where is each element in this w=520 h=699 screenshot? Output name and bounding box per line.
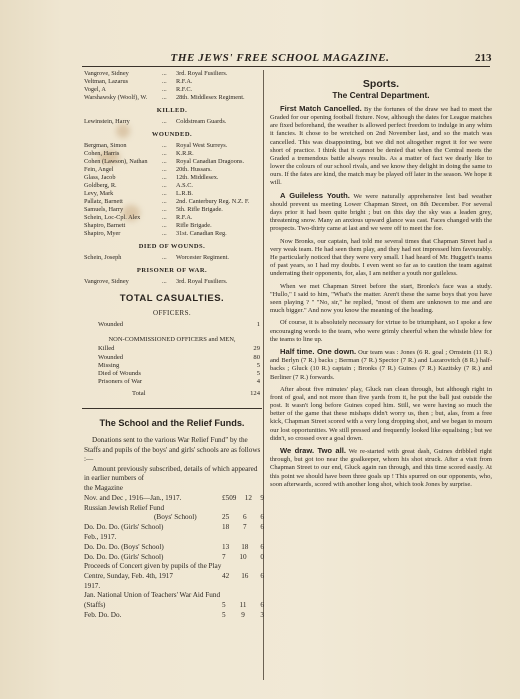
paragraph-text: When we met Chapman Street before the start, Bronks's face was a study. "Hullo," I said to him, "What's the matter. Aren't these the same boys that you have seen playing ? " "No, sir," he replied, "most of them are unknown to me and are much bigger." And now you know the meaning of the heading.	[270, 282, 492, 314]
list-item	[84, 174, 260, 182]
fund-amount: 10	[239, 552, 247, 561]
soldier-name: Cohen (Lawson), Nathan	[84, 158, 148, 165]
soldier-unit: Royal Canadian Dragoons.	[176, 158, 245, 165]
soldier-unit: 5th. Rifle Brigade.	[176, 206, 223, 213]
soldier-name: Fein, Angel	[84, 166, 114, 173]
leader-dots: ...	[162, 118, 167, 125]
total-casualties-heading: TOTAL CASUALTIES.	[119, 293, 225, 304]
casualty-list	[84, 70, 260, 398]
soldier-name: Goldberg, R.	[84, 182, 117, 189]
leader-dots: ...	[162, 86, 167, 93]
leader-dots: ...	[162, 142, 167, 149]
fund-label: Feb., 1917.	[84, 532, 117, 541]
list-item	[84, 70, 260, 78]
list-item	[84, 190, 260, 198]
paragraph-text: By the fortunes of the draw we had to meet the Graded for our opening football fixture. Now, although the dates for League matches are fixed beforehand, the weather is allowed perfect freedom to indulge in any whim it fancies. It chose to be wretched on 2nd November last, and so the match was cancelled. This was disappointing, but we did not altogether regret it for we were short of practice. I think that it cannot be denied that when the Central meets the Graded a tremendous battle always results. As a matter of fact we dearly like to lower the colours of our school rivals, and we know they delight in doing the same to ours. If the fates are kind, the match may be played off later in the season. We hope it will.	[270, 106, 492, 187]
fund-label: Do. Do. Do. (Girls' School)	[84, 552, 164, 561]
list-item	[84, 158, 260, 166]
feb-value: 5 9 3	[222, 610, 264, 619]
fund-amount: 7	[243, 523, 247, 532]
fund-amount: 6	[243, 513, 247, 522]
paragraph-lead: First Match Cancelled.	[280, 104, 362, 114]
funds-intro: Donations sent to the various War Relief Fund" by the Staffs and pupils of the boys' and girls' schools are as follows :—	[84, 436, 261, 464]
list-item	[84, 214, 260, 222]
casualty-row	[84, 378, 260, 386]
soldier-name: Levy, Mark	[84, 190, 114, 197]
fund-amount: 6	[260, 523, 264, 532]
killed-list	[84, 118, 260, 126]
fund-label: Do. Do. Do. (Boys' School)	[84, 542, 164, 551]
soldier-name: Schein, Joseph	[84, 254, 122, 261]
period-row	[84, 494, 264, 504]
nut-value: 5 11 6	[222, 600, 264, 609]
nut-row	[84, 591, 264, 610]
casualty-row	[84, 345, 260, 353]
killed-heading: KILLED.	[156, 107, 188, 114]
paragraph-text: Now Bronks, our captain, had told me several times that Chapman Street had a very weak team. He had seen them play, and they had not impressed him favourably. He particularly noticed that they were very small. I had heard of Mr. Huggett's teams of past years, so I had my doubts. I even went so far as to caution the team against underrating their opponents, for, alas, I am neither a youth nor guileless.	[270, 237, 492, 277]
fund-label: Do. Do. Do. (Girls' School)	[84, 523, 164, 532]
pow-heading: PRISONER OF WAR.	[136, 267, 208, 274]
paragraph-text: We were naturally apprehensive lest bad weather should prevent us meeting Lower Chapman Street, on 8th December. For several days prior it had been quite bright ; but on this day the sky was a leaden grey, threatening snow. Many an anxious upward glance was cast. Faces changed with the prospects. Two-thirty came at last and we were off to meet the foe.	[270, 192, 493, 232]
fund-value	[222, 533, 264, 543]
nco-heading: NON-COMMISSIONED OFFICERS and MEN,	[108, 336, 236, 344]
fund-value	[222, 553, 264, 563]
fund-amount: 18	[222, 523, 230, 532]
total-value: 124	[250, 389, 260, 397]
soldier-unit: 20th. Hussars.	[176, 166, 212, 173]
died-list	[84, 254, 260, 262]
casualty-row	[84, 321, 260, 329]
section-rule	[82, 408, 262, 409]
soldier-unit: 12th. Middlesex.	[176, 174, 219, 181]
wounded-top-list	[84, 70, 260, 102]
casualty-label: Killed	[98, 345, 115, 353]
soldier-name: Bergman, Simon	[84, 142, 127, 149]
soldier-name: Shapiro, Myer	[84, 230, 121, 237]
fund-value	[222, 523, 264, 533]
soldier-unit: Royal West Surreys.	[176, 142, 228, 149]
soldier-name: Warshawsky (Woolf), W.	[84, 94, 148, 101]
nut-label: Jan. National Union of Teachers' War Aid Fund (Staffs)	[84, 591, 221, 609]
sports-paragraph	[270, 348, 492, 381]
sports-paragraph	[270, 447, 492, 488]
casualty-value: 5	[256, 361, 260, 369]
casualty-row	[84, 370, 260, 378]
header-rule	[82, 66, 490, 67]
list-item	[84, 206, 260, 214]
leader-dots: ...	[162, 166, 167, 173]
concert-label: Proceeds of Concert given by pupils of the Play Centre, Sunday, Feb. 4th, 1917	[84, 562, 222, 580]
paragraph-lead: A Guileless Youth.	[280, 190, 350, 200]
fund-amount: 13	[222, 542, 230, 551]
leader-dots: ...	[162, 78, 167, 85]
leader-dots: ...	[162, 198, 167, 205]
soldier-name: Samuels, Harry	[84, 206, 124, 213]
paragraph-text: After about five minutes' play, Gluck ran clean through, but although right in front of goal, and not more than five yards from it, he put the ball just outside the post. It wasn't long before Guines coped him. Still, we were having so much the better of the game that these mishaps didn't worry us, then ; but, alas, from a free kick, Chapman Street scored with a very long dropping shot, and we began to mourn our lost opportunities. We still pressed and frequently looked like equalising ; but we didn't, so crossed over a goal down.	[270, 386, 492, 442]
officers-heading: OFFICERS.	[152, 309, 192, 317]
list-item	[84, 166, 260, 174]
soldier-unit: Coldstream Guards.	[176, 118, 227, 125]
soldier-name: Vogel, A	[84, 86, 106, 93]
paragraph-text: Of course, it is absolutely necessary for virtue to be triumphant, so I spoke a few encouraging words to the team, who were grimly cheerful when the whistle blew for the teams to line up.	[270, 319, 492, 343]
soldier-unit: L.R.B.	[176, 190, 193, 197]
rjrf-label: Russian Jewish Relief Fund	[84, 503, 165, 512]
list-item	[84, 182, 260, 190]
casualty-label: Prisoners of War	[98, 378, 143, 386]
page-header: THE JEWS' FREE SCHOOL MAGAZINE.	[170, 52, 390, 64]
soldier-unit: K.R.R.	[176, 150, 194, 157]
fund-amount: 18	[241, 542, 249, 551]
list-item	[84, 230, 260, 238]
casualty-value: 4	[256, 378, 260, 386]
paragraph-text: We re-started with great dash, Guines dribbled right through, but got too near the goalkeeper, whom his shot struck. After a visit from Chapman Street to our end, Gluck again ran through, and this time scored easily. At this point we should have been three goals up ! This spurred on our opponents, who, soon afterwards, scored with another long shot, which took Jones by surprise.	[270, 448, 492, 488]
leader-dots: ...	[162, 254, 167, 261]
fund-amount: 0	[260, 552, 264, 561]
rjrf-row	[84, 504, 264, 514]
soldier-unit: 3rd. Royal Fusiliers.	[176, 70, 228, 77]
leader-dots: ...	[162, 174, 167, 181]
feb-label: Feb. Do. Do.	[84, 610, 122, 619]
fund-row	[84, 513, 264, 523]
concert-row	[84, 562, 264, 581]
soldier-name: Vangrove, Sidney	[84, 278, 129, 285]
magazine-label: the Magazine	[84, 483, 123, 492]
list-item	[84, 142, 260, 150]
fund-value	[222, 513, 264, 523]
leader-dots: ...	[162, 158, 167, 165]
funds-section	[84, 436, 264, 620]
list-item	[84, 150, 260, 158]
soldier-unit: Worcester Regiment.	[176, 254, 229, 261]
soldier-unit: A.S.C.	[176, 182, 193, 189]
fund-value	[222, 543, 264, 553]
list-item	[84, 254, 260, 262]
soldier-unit: R.F.A.	[176, 214, 193, 221]
soldier-name: Veltman, Lazarus	[84, 78, 129, 85]
casualty-value: 80	[253, 353, 260, 361]
officers-list	[84, 321, 260, 329]
soldier-name: Vangrove, Sidney	[84, 70, 129, 77]
casualty-row	[84, 354, 260, 362]
total-row	[84, 390, 260, 398]
fund-rows	[84, 513, 264, 562]
sports-paragraphs	[270, 105, 492, 489]
year-row	[84, 582, 264, 592]
list-item	[84, 94, 260, 102]
soldier-name: Shapiro, Barnett	[84, 222, 126, 229]
casualty-label: Wounded	[98, 353, 124, 361]
soldier-unit: 2nd. Canterbury Reg. N.Z. F.	[176, 198, 250, 205]
funds-title: The School and the Relief Funds.	[99, 418, 245, 428]
list-item	[84, 78, 260, 86]
sports-paragraph	[270, 319, 492, 343]
concert-value: 42 16 6	[222, 571, 264, 580]
soldier-unit: 28th. Middlesex Regiment.	[176, 94, 245, 101]
list-item	[84, 86, 260, 94]
fund-row	[84, 523, 264, 533]
leader-dots: ...	[162, 70, 167, 77]
list-item	[84, 198, 260, 206]
list-item	[84, 222, 260, 230]
pow-list	[84, 278, 260, 286]
paragraph-lead: Half time. One down.	[280, 347, 357, 357]
paragraph-lead: We draw. Two all.	[280, 446, 346, 456]
funds-amount-prev: Amount previously subscribed, details of which appeared in earlier numbers of	[84, 464, 258, 483]
wounded-list	[84, 142, 260, 238]
fund-row	[84, 543, 264, 553]
fund-amount: 7	[222, 552, 226, 561]
casualty-value: 1	[256, 321, 260, 328]
sports-column	[270, 70, 492, 493]
paragraph-text: Our team was : Jones (6 R. goal ; Ornstein (11 R.) and Berlyn (7 R.) backs ; Berman (7 R.) Spector (7 R.) and Lazarovitch (8 R.) half-backs ; Gluck (10 R.) captain ; Bronks (7 R.) Guines (7 R.) Kazitsky (7 R.) and Berliner (7 R.) forwards.	[270, 349, 493, 381]
sports-paragraph	[270, 238, 492, 278]
died-heading: DIED OF WOUNDS.	[138, 243, 206, 250]
sports-paragraph	[270, 105, 492, 187]
fund-label: (Boys' School)	[154, 513, 197, 522]
casualty-label: Died of Wounds	[98, 370, 141, 378]
leader-dots: ...	[162, 222, 167, 229]
fund-amount: 25	[222, 513, 230, 522]
leader-dots: ...	[162, 230, 167, 237]
sports-dept: The Central Department.	[332, 90, 430, 101]
casualty-label: Missing	[98, 361, 120, 369]
fund-row	[84, 533, 264, 543]
soldier-name: Lewinstein, Harry	[84, 118, 130, 125]
leader-dots: ...	[162, 206, 167, 213]
soldier-unit: 31st. Canadian Reg.	[176, 230, 227, 237]
soldier-unit: 3rd. Royal Fusiliers.	[176, 278, 228, 285]
casualty-label: Wounded	[98, 321, 124, 328]
soldier-name: Glass, Jacob	[84, 174, 116, 181]
period-label: Nov. and Dec , 1916—Jan., 1917.	[84, 493, 182, 502]
magazine-row	[84, 484, 264, 494]
total-label: Total	[132, 389, 146, 397]
list-item	[84, 278, 260, 286]
leader-dots: ...	[162, 150, 167, 157]
leader-dots: ...	[162, 182, 167, 189]
year-label: 1917.	[84, 581, 101, 590]
feb-row	[84, 611, 264, 621]
soldier-unit: R.F.A.	[176, 78, 193, 85]
nco-list	[84, 345, 260, 386]
sports-paragraph	[270, 192, 492, 233]
soldier-unit: Rifle Brigade.	[176, 222, 212, 229]
list-item	[84, 118, 260, 126]
leader-dots: ...	[162, 190, 167, 197]
sports-title: Sports.	[362, 78, 400, 90]
soldier-name: Pallatz, Barnett	[84, 198, 123, 205]
casualty-value: 5	[256, 370, 260, 378]
casualty-row	[84, 362, 260, 370]
soldier-unit: R.F.C.	[176, 86, 193, 93]
leader-dots: ...	[162, 278, 167, 285]
page-number: 213	[475, 52, 492, 64]
leader-dots: ...	[162, 214, 167, 221]
period-value: £509 12 9	[222, 493, 264, 502]
wounded-heading: WOUNDED.	[151, 131, 193, 138]
fund-amount: 6	[260, 513, 264, 522]
leader-dots: ...	[162, 94, 167, 101]
soldier-name: Cohen, Harris	[84, 150, 120, 157]
fund-row	[84, 553, 264, 563]
sports-paragraph	[270, 386, 492, 443]
casualty-value: 29	[253, 345, 260, 353]
soldier-name: Schein, Loc-Cpl. Alex	[84, 214, 141, 221]
sports-paragraph	[270, 283, 492, 315]
fund-amount: 6	[260, 542, 264, 551]
